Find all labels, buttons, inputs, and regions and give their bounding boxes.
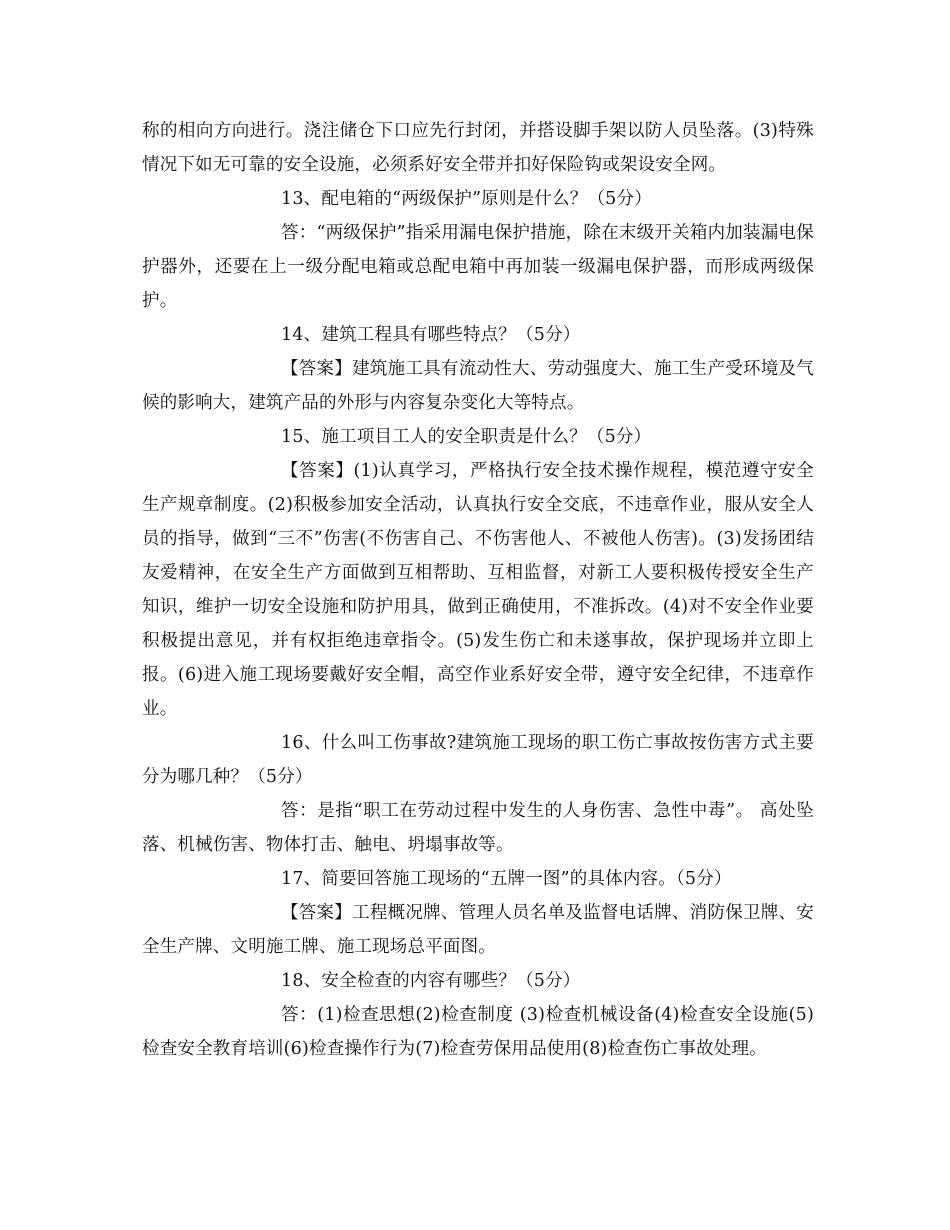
paragraph-continuation: 称的相向方向进行。浇注储仓下口应先行封闭，并搭设脚手架以防人员坠落。(3)特殊情况下如无可靠的安全设施，必须系好安全带并扣好保险钩或架设安全网。 bbox=[142, 121, 814, 175]
question-13: 13、配电箱的“两级保护”原则是什么？（5分） bbox=[281, 189, 652, 209]
question-17: 17、简要回答施工现场的“五牌一图”的具体内容。（5分） bbox=[281, 869, 732, 889]
answer-15: 【答案】(1)认真学习，严格执行安全技术操作规程，模范遵守安全生产规章制度。(2)积极参加安全活动，认真执行安全交底，不违章作业，服从安全人员的指导，做到“三不”伤害(不伤害自己、不伤害他人、不被他人伤害)。(3)发扬团结友爱精神，在安全生产方面做到互相帮助、互相监督，对新工人要积极传授安全生产知识，维护一切安全设施和防护用具，做到正确使用，不准拆改。(4)对不安全作业要积极提出意见，并有权拒绝违章指令。(5)发生伤亡和未遂事故，保护现场并立即上报。(6)进入施工现场要戴好安全帽，高空作业系好安全带，遵守安全纪律，不违章作业。 bbox=[142, 461, 814, 719]
question-15: 15、施工项目工人的安全职责是什么？（5分） bbox=[281, 427, 652, 447]
answer-18: 答：(1)检查思想(2)检查制度 (3)检查机械设备(4)检查安全设施(5)检查安全教育培训(6)检查操作行为(7)检查劳保用品使用(8)检查伤亡事故处理。 bbox=[142, 1005, 814, 1059]
answer-14: 【答案】建筑施工具有流动性大、劳动强度大、施工生产受环境及气候的影响大，建筑产品的外形与内容复杂变化大等特点。 bbox=[142, 359, 814, 413]
document-body bbox=[142, 114, 814, 1066]
answer-17: 【答案】工程概况牌、管理人员名单及监督电话牌、消防保卫牌、安全生产牌、文明施工牌、施工现场总平面图。 bbox=[142, 903, 814, 957]
question-16: 16、什么叫工伤事故?建筑施工现场的职工伤亡事故按伤害方式主要分为哪几种？（5分） bbox=[142, 733, 814, 787]
answer-13: 答：“两级保护”指采用漏电保护措施，除在末级开关箱内加装漏电保护器外，还要在上一级分配电箱或总配电箱中再加装一级漏电保护器，而形成两级保护。 bbox=[142, 223, 814, 311]
question-18: 18、安全检查的内容有哪些？（5分） bbox=[281, 971, 581, 991]
question-14: 14、建筑工程具有哪些特点？（5分） bbox=[281, 325, 581, 345]
answer-16: 答：是指“职工在劳动过程中发生的人身伤害、急性中毒”。 高处坠落、机械伤害、物体打击、触电、坍塌事故等。 bbox=[142, 801, 814, 855]
